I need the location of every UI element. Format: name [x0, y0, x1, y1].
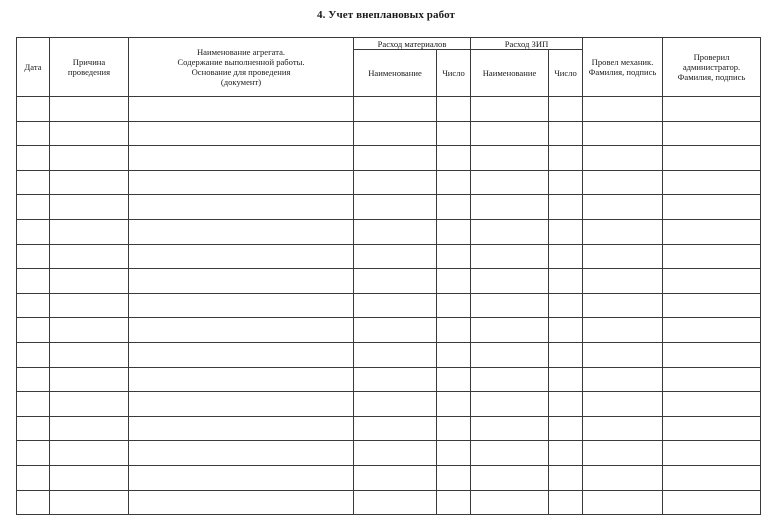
table-row	[17, 97, 761, 122]
table-cell[interactable]	[354, 367, 437, 392]
table-row	[17, 342, 761, 367]
table-cell[interactable]	[471, 490, 549, 515]
table-cell[interactable]	[471, 146, 549, 171]
table-cell[interactable]	[129, 416, 354, 441]
table-cell[interactable]	[663, 121, 761, 146]
table-cell[interactable]	[583, 342, 663, 367]
table-cell[interactable]	[17, 318, 50, 343]
table-row	[17, 146, 761, 171]
table-cell[interactable]	[663, 293, 761, 318]
table-cell[interactable]	[471, 367, 549, 392]
table-cell[interactable]	[129, 465, 354, 490]
table-cell[interactable]	[129, 244, 354, 269]
table-cell[interactable]	[549, 416, 583, 441]
table-cell[interactable]	[17, 219, 50, 244]
table-row	[17, 269, 761, 294]
header-reason: Причина проведения	[50, 38, 129, 97]
table-cell[interactable]	[17, 416, 50, 441]
table-cell[interactable]	[663, 318, 761, 343]
table-cell[interactable]	[471, 195, 549, 220]
table-cell[interactable]	[549, 490, 583, 515]
header-spares-group: Расход ЗИП	[471, 38, 583, 50]
table-body	[17, 97, 761, 515]
table-cell[interactable]	[354, 416, 437, 441]
table-row	[17, 318, 761, 343]
table-cell[interactable]	[17, 269, 50, 294]
table-cell[interactable]	[129, 392, 354, 417]
table-cell[interactable]	[50, 269, 129, 294]
table-cell[interactable]	[17, 170, 50, 195]
table-cell[interactable]	[50, 97, 129, 122]
table-cell[interactable]	[129, 342, 354, 367]
table-cell[interactable]	[663, 244, 761, 269]
table-cell[interactable]	[129, 293, 354, 318]
table-cell[interactable]	[437, 342, 471, 367]
table-cell[interactable]	[549, 244, 583, 269]
table-cell[interactable]	[17, 293, 50, 318]
table-cell[interactable]	[663, 219, 761, 244]
table-cell[interactable]	[663, 195, 761, 220]
table-cell[interactable]	[17, 195, 50, 220]
table-cell[interactable]	[354, 465, 437, 490]
table-cell[interactable]	[437, 244, 471, 269]
table-cell[interactable]	[354, 244, 437, 269]
table-row	[17, 219, 761, 244]
table-cell[interactable]	[583, 170, 663, 195]
table-cell[interactable]	[549, 121, 583, 146]
table-cell[interactable]	[17, 146, 50, 171]
table-cell[interactable]	[663, 416, 761, 441]
header-description: Наименование агрегата. Содержание выполненной работы. Основание для проведения (документ)	[129, 38, 354, 97]
table-cell[interactable]	[471, 97, 549, 122]
table-cell[interactable]	[583, 121, 663, 146]
table-cell[interactable]	[354, 219, 437, 244]
table-cell[interactable]	[50, 293, 129, 318]
table-cell[interactable]	[354, 170, 437, 195]
table-cell[interactable]	[549, 195, 583, 220]
table-cell[interactable]	[354, 293, 437, 318]
table-cell[interactable]	[437, 441, 471, 466]
table-cell[interactable]	[549, 441, 583, 466]
table-cell[interactable]	[50, 441, 129, 466]
header-date: Дата	[17, 38, 50, 97]
table-cell[interactable]	[17, 465, 50, 490]
table-row	[17, 195, 761, 220]
table-cell[interactable]	[663, 97, 761, 122]
table-cell[interactable]	[437, 219, 471, 244]
table-cell[interactable]	[17, 441, 50, 466]
table-cell[interactable]	[129, 367, 354, 392]
table-cell[interactable]	[129, 121, 354, 146]
table-cell[interactable]	[583, 195, 663, 220]
header-materials-name: Наименование	[354, 50, 437, 97]
table-cell[interactable]	[471, 465, 549, 490]
table-cell[interactable]	[583, 465, 663, 490]
table-row	[17, 441, 761, 466]
table-cell[interactable]	[549, 367, 583, 392]
table-cell[interactable]	[471, 392, 549, 417]
table-cell[interactable]	[17, 121, 50, 146]
table-cell[interactable]	[549, 465, 583, 490]
table-cell[interactable]	[663, 441, 761, 466]
table-cell[interactable]	[549, 97, 583, 122]
table-cell[interactable]	[50, 367, 129, 392]
table-cell[interactable]	[129, 490, 354, 515]
table-cell[interactable]	[583, 441, 663, 466]
table-cell[interactable]	[354, 441, 437, 466]
table-cell[interactable]	[437, 293, 471, 318]
table-row	[17, 392, 761, 417]
table-cell[interactable]	[549, 269, 583, 294]
table-cell[interactable]	[50, 490, 129, 515]
table-cell[interactable]	[50, 416, 129, 441]
table-cell[interactable]	[129, 170, 354, 195]
table-cell[interactable]	[354, 146, 437, 171]
table-cell[interactable]	[354, 195, 437, 220]
table-cell[interactable]	[354, 342, 437, 367]
page-title: 4. Учет внеплановых работ	[316, 9, 456, 21]
table-cell[interactable]	[50, 146, 129, 171]
table-cell[interactable]	[354, 97, 437, 122]
table-cell[interactable]	[663, 342, 761, 367]
table-cell[interactable]	[354, 318, 437, 343]
table-row	[17, 170, 761, 195]
table-cell[interactable]	[50, 219, 129, 244]
table-row	[17, 293, 761, 318]
table-cell[interactable]	[663, 465, 761, 490]
table-cell[interactable]	[471, 269, 549, 294]
header-materials-qty: Число	[437, 50, 471, 97]
table-cell[interactable]	[437, 318, 471, 343]
table-cell[interactable]	[17, 367, 50, 392]
table-cell[interactable]	[583, 269, 663, 294]
table-cell[interactable]	[549, 219, 583, 244]
table-cell[interactable]	[129, 97, 354, 122]
table-row	[17, 367, 761, 392]
table-cell[interactable]	[437, 170, 471, 195]
table-cell[interactable]	[354, 490, 437, 515]
table-cell[interactable]	[437, 97, 471, 122]
table-cell[interactable]	[471, 293, 549, 318]
table-cell[interactable]	[583, 97, 663, 122]
table-cell[interactable]	[17, 342, 50, 367]
table-cell[interactable]	[583, 416, 663, 441]
table-cell[interactable]	[17, 490, 50, 515]
table-cell[interactable]	[437, 392, 471, 417]
table-cell[interactable]	[50, 195, 129, 220]
table-cell[interactable]	[663, 367, 761, 392]
table-cell[interactable]	[583, 293, 663, 318]
table-row	[17, 244, 761, 269]
table-cell[interactable]	[549, 392, 583, 417]
header-spares-qty: Число	[549, 50, 583, 97]
table-cell[interactable]	[437, 465, 471, 490]
table-cell[interactable]	[354, 269, 437, 294]
table-row	[17, 121, 761, 146]
table-cell[interactable]	[437, 121, 471, 146]
table-cell[interactable]	[50, 465, 129, 490]
table-cell[interactable]	[50, 392, 129, 417]
table-cell[interactable]	[437, 367, 471, 392]
table-cell[interactable]	[549, 170, 583, 195]
table-cell[interactable]	[129, 219, 354, 244]
table-cell[interactable]	[17, 392, 50, 417]
table-cell[interactable]	[471, 441, 549, 466]
table-cell[interactable]	[437, 416, 471, 441]
table-cell[interactable]	[50, 170, 129, 195]
table-cell[interactable]	[471, 121, 549, 146]
table-cell[interactable]	[583, 244, 663, 269]
table-cell[interactable]	[471, 342, 549, 367]
table-cell[interactable]	[129, 318, 354, 343]
table-cell[interactable]	[471, 244, 549, 269]
table-cell[interactable]	[471, 219, 549, 244]
table-cell[interactable]	[437, 490, 471, 515]
table-cell[interactable]	[17, 97, 50, 122]
table-cell[interactable]	[549, 293, 583, 318]
table-cell[interactable]	[583, 490, 663, 515]
table-cell[interactable]	[549, 318, 583, 343]
table-cell[interactable]	[663, 269, 761, 294]
table-cell[interactable]	[583, 367, 663, 392]
table-cell[interactable]	[663, 170, 761, 195]
unscheduled-work-table	[16, 37, 761, 515]
table-cell[interactable]	[471, 318, 549, 343]
header-spares-name: Наименование	[471, 50, 549, 97]
table-cell[interactable]	[354, 121, 437, 146]
table-cell[interactable]	[583, 219, 663, 244]
table-cell[interactable]	[663, 392, 761, 417]
header-mechanic: Провел механик. Фамилия, подпись	[583, 38, 663, 97]
table-cell[interactable]	[583, 318, 663, 343]
header-administrator: Проверил администратор. Фамилия, подпись	[663, 38, 761, 97]
table-cell[interactable]	[50, 318, 129, 343]
table-cell[interactable]	[437, 146, 471, 171]
header-materials-group: Расход материалов	[354, 38, 471, 50]
table-cell[interactable]	[549, 342, 583, 367]
table-cell[interactable]	[129, 441, 354, 466]
table-cell[interactable]	[583, 392, 663, 417]
table-cell[interactable]	[583, 146, 663, 171]
table-cell[interactable]	[129, 146, 354, 171]
table-cell[interactable]	[471, 416, 549, 441]
table-row	[17, 416, 761, 441]
table-cell[interactable]	[437, 195, 471, 220]
table-cell[interactable]	[50, 121, 129, 146]
table-cell[interactable]	[471, 170, 549, 195]
table-row	[17, 490, 761, 515]
table-cell[interactable]	[663, 490, 761, 515]
table-cell[interactable]	[129, 269, 354, 294]
table-cell[interactable]	[50, 342, 129, 367]
table-cell[interactable]	[354, 392, 437, 417]
table-cell[interactable]	[17, 244, 50, 269]
table-row	[17, 465, 761, 490]
table-cell[interactable]	[663, 146, 761, 171]
table-cell[interactable]	[50, 244, 129, 269]
table-cell[interactable]	[549, 146, 583, 171]
table-cell[interactable]	[129, 195, 354, 220]
table-cell[interactable]	[437, 269, 471, 294]
